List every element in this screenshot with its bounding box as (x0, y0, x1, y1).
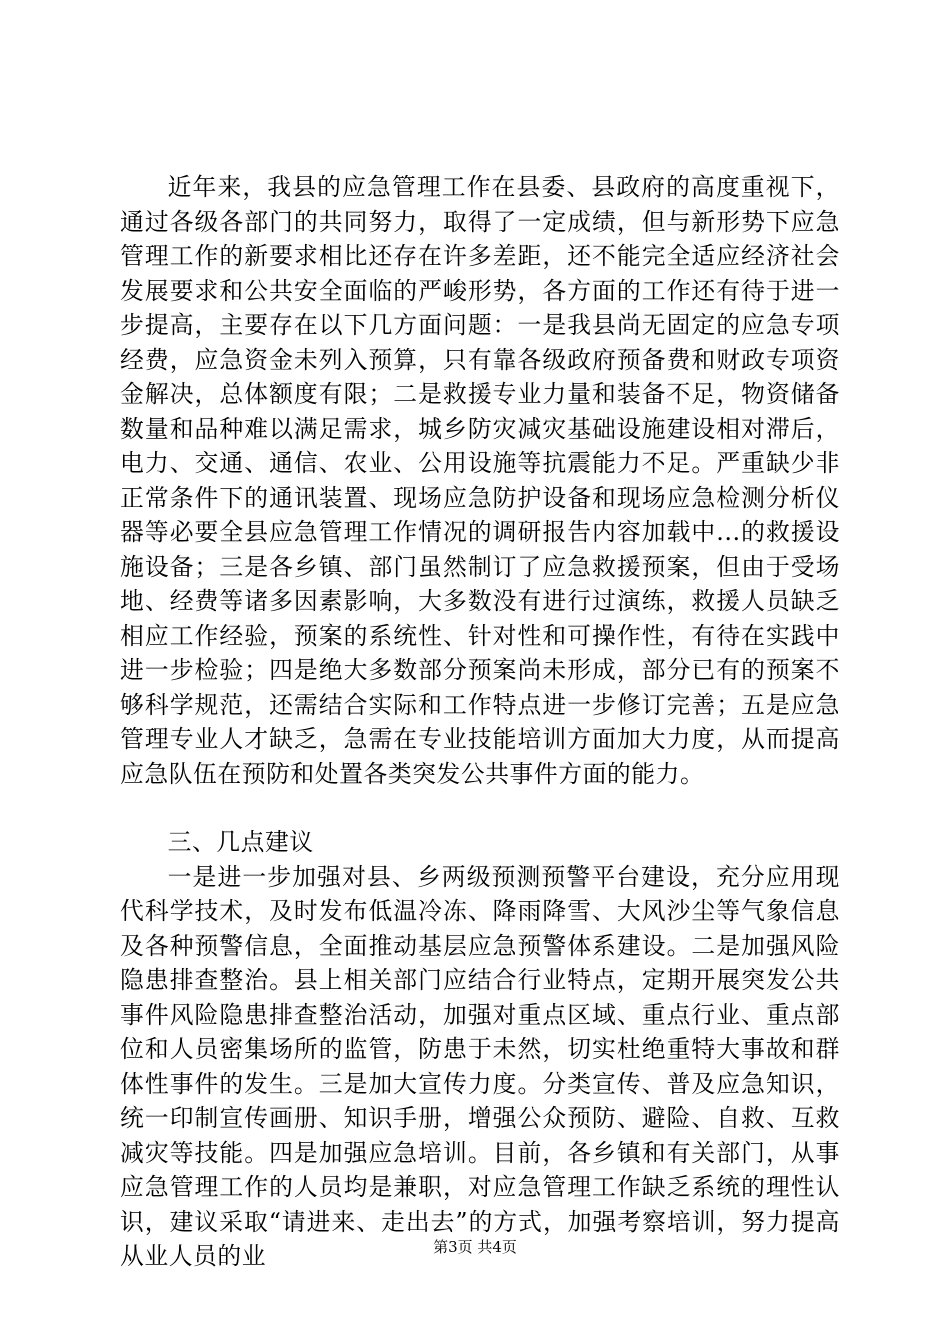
document-body (120, 170, 840, 1274)
body-paragraph-1: 近年来，我县的应急管理工作在县委、县政府的高度重视下，通过各级各部门的共同努力，取得了一定成绩，但与新形势下应急管理工作的新要求相比还存在许多差距，还不能完全适应经济社会发展要求和公共安全面临的严峻形势，各方面的工作还有待于进一步提高，主要存在以下几方面问题：一是我县尚无固定的应急专项经费，应急资金未列入预算，只有靠各级政府预备费和财政专项资金解决，总体额度有限；二是救援专业力量和装备不足，物资储备数量和品种难以满足需求，城乡防灾减灾基础设施建设相对滞后，电力、交通、通信、农业、公用设施等抗震能力不足。严重缺少非正常条件下的通讯装置、现场应急防护设备和现场应急检测分析仪器等必要全县应急管理工作情况的调研报告内容加载中...的救援设施设备；三是各乡镇、部门虽然制订了应急救援预案，但由于受场地、经费等诸多因素影响，大多数没有进行过演练，救援人员缺乏相应工作经验，预案的系统性、针对性和可操作性，有待在实践中进一步检验；四是绝大多数部分预案尚未形成，部分已有的预案不够科学规范，还需结合实际和工作特点进一步修订完善；五是应急管理专业人才缺乏，急需在专业技能培训方面加大力度，从而提高应急队伍在预防和处置各类突发公共事件方面的能力。 (120, 173, 840, 788)
section-heading: 三、几点建议 (167, 828, 314, 856)
body-paragraph-2: 一是进一步加强对县、乡两级预测预警平台建设，充分应用现代科学技术，及时发布低温冷冻、降雨降雪、大风沙尘等气象信息及各种预警信息，全面推动基层应急预警体系建设。二是加强风险隐患排查整治。县上相关部门应结合行业特点，定期开展突发公共事件风险隐患排查整治活动，加强对重点区域、重点行业、重点部位和人员密集场所的监管，防患于未然，切实杜绝重特大事故和群体性事件的发生。三是加大宣传力度。分类宣传、普及应急知识，统一印制宣传画册、知识手册，增强公众预防、避险、自救、互救减灾等技能。四是加强应急培训。目前，各乡镇和有关部门，从事应急管理工作的人员均是兼职，对应急管理工作缺乏系统的理性认识，建议采取“请进来、走出去”的方式，加强考察培训，努力提高从业人员的业 (120, 862, 840, 1270)
page-number-footer: 第3页 共4页 (433, 1238, 517, 1256)
